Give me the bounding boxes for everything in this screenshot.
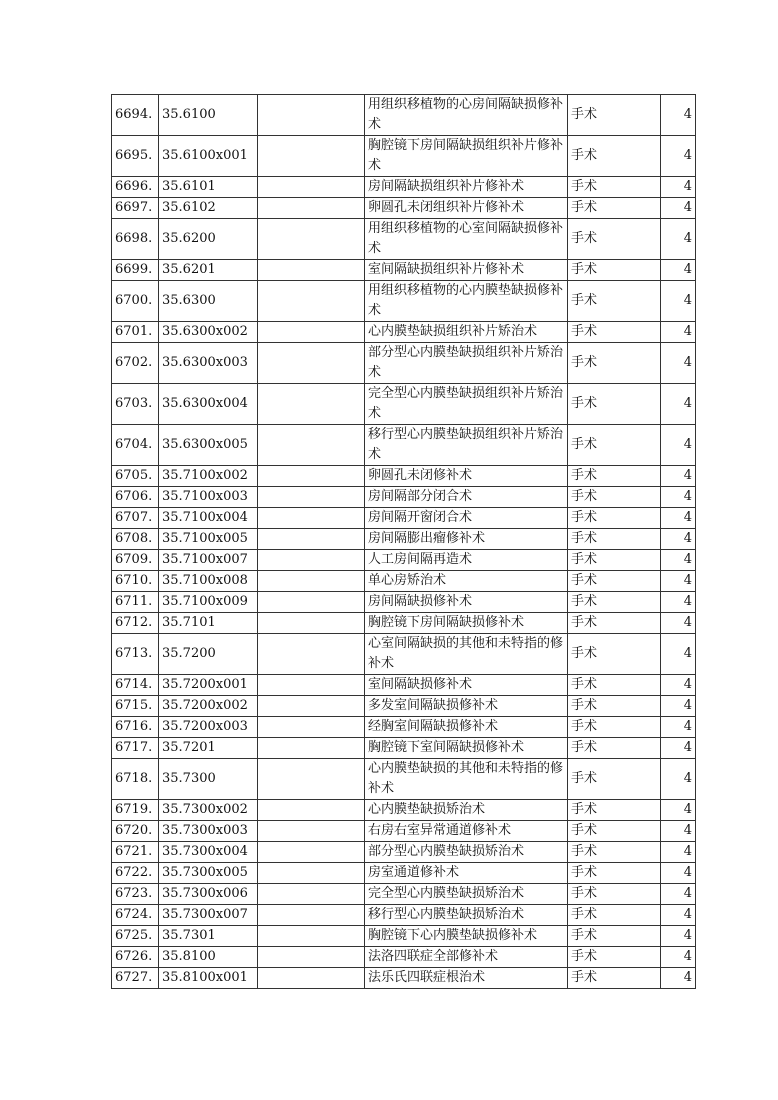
table-row <box>112 466 696 487</box>
procedure-code-cell: 35.7101 <box>159 613 258 634</box>
category-cell: 手术 <box>568 322 661 343</box>
procedure-code-cell: 35.7300x006 <box>159 884 258 905</box>
row-number-cell: 6695. <box>112 136 159 177</box>
procedure-name-cell: 右房右室异常通道修补术 <box>365 821 568 842</box>
level-cell: 4 <box>661 634 696 675</box>
empty-cell <box>258 926 365 947</box>
level-cell: 4 <box>661 95 696 136</box>
category-cell: 手术 <box>568 425 661 466</box>
category-cell: 手术 <box>568 863 661 884</box>
empty-cell <box>258 529 365 550</box>
level-cell: 4 <box>661 884 696 905</box>
procedure-code-cell: 35.7100x002 <box>159 466 258 487</box>
category-cell: 手术 <box>568 219 661 260</box>
row-number-cell: 6707. <box>112 508 159 529</box>
procedure-name-cell: 心内膜垫缺损组织补片矫治术 <box>365 322 568 343</box>
level-cell: 4 <box>661 821 696 842</box>
category-cell: 手术 <box>568 947 661 968</box>
level-cell: 4 <box>661 696 696 717</box>
empty-cell <box>258 905 365 926</box>
category-cell: 手术 <box>568 198 661 219</box>
procedure-name-cell: 经胸室间隔缺损修补术 <box>365 717 568 738</box>
level-cell: 4 <box>661 759 696 800</box>
level-cell: 4 <box>661 905 696 926</box>
level-cell: 4 <box>661 198 696 219</box>
empty-cell <box>258 842 365 863</box>
empty-cell <box>258 95 365 136</box>
procedure-code-cell: 35.7300x004 <box>159 842 258 863</box>
table-row <box>112 343 696 384</box>
procedure-code-cell: 35.6300x005 <box>159 425 258 466</box>
row-number-cell: 6714. <box>112 675 159 696</box>
procedure-code-cell: 35.7301 <box>159 926 258 947</box>
row-number-cell: 6717. <box>112 738 159 759</box>
procedure-name-cell: 房间隔缺损组织补片修补术 <box>365 177 568 198</box>
procedure-name-cell: 法洛四联症全部修补术 <box>365 947 568 968</box>
empty-cell <box>258 884 365 905</box>
level-cell: 4 <box>661 136 696 177</box>
level-cell: 4 <box>661 863 696 884</box>
empty-cell <box>258 863 365 884</box>
empty-cell <box>258 550 365 571</box>
row-number-cell: 6699. <box>112 260 159 281</box>
category-cell: 手术 <box>568 281 661 322</box>
procedure-code-cell: 35.6300 <box>159 281 258 322</box>
level-cell: 4 <box>661 571 696 592</box>
table-row <box>112 550 696 571</box>
procedure-name-cell: 用组织移植物的心室间隔缺损修补术 <box>365 219 568 260</box>
procedure-name-cell: 卵圆孔未闭修补术 <box>365 466 568 487</box>
table-row <box>112 571 696 592</box>
category-cell: 手术 <box>568 466 661 487</box>
table-row <box>112 675 696 696</box>
table-row <box>112 136 696 177</box>
level-cell: 4 <box>661 219 696 260</box>
table-row <box>112 322 696 343</box>
row-number-cell: 6712. <box>112 613 159 634</box>
procedure-code-cell: 35.7200x001 <box>159 675 258 696</box>
category-cell: 手术 <box>568 905 661 926</box>
procedure-code-cell: 35.8100 <box>159 947 258 968</box>
table-row <box>112 884 696 905</box>
level-cell: 4 <box>661 384 696 425</box>
category-cell: 手术 <box>568 136 661 177</box>
empty-cell <box>258 198 365 219</box>
row-number-cell: 6704. <box>112 425 159 466</box>
empty-cell <box>258 384 365 425</box>
procedure-name-cell: 多发室间隔缺损修补术 <box>365 696 568 717</box>
empty-cell <box>258 759 365 800</box>
table-row <box>112 696 696 717</box>
procedure-name-cell: 胸腔镜下房间隔缺损组织补片修补术 <box>365 136 568 177</box>
empty-cell <box>258 177 365 198</box>
table-row <box>112 717 696 738</box>
procedure-name-cell: 单心房矫治术 <box>365 571 568 592</box>
table-row <box>112 821 696 842</box>
row-number-cell: 6708. <box>112 529 159 550</box>
table-row <box>112 905 696 926</box>
procedure-code-cell: 35.7300x005 <box>159 863 258 884</box>
level-cell: 4 <box>661 466 696 487</box>
procedure-code-cell: 35.6101 <box>159 177 258 198</box>
empty-cell <box>258 343 365 384</box>
level-cell: 4 <box>661 738 696 759</box>
level-cell: 4 <box>661 592 696 613</box>
row-number-cell: 6703. <box>112 384 159 425</box>
procedure-name-cell: 室间隔缺损修补术 <box>365 675 568 696</box>
procedure-code-cell: 35.7300x003 <box>159 821 258 842</box>
category-cell: 手术 <box>568 177 661 198</box>
table-row <box>112 384 696 425</box>
level-cell: 4 <box>661 425 696 466</box>
level-cell: 4 <box>661 177 696 198</box>
level-cell: 4 <box>661 281 696 322</box>
category-cell: 手术 <box>568 738 661 759</box>
procedure-code-table <box>111 94 696 989</box>
table-row <box>112 800 696 821</box>
table-row <box>112 487 696 508</box>
procedure-name-cell: 心室间隔缺损的其他和未特指的修补术 <box>365 634 568 675</box>
row-number-cell: 6700. <box>112 281 159 322</box>
procedure-name-cell: 完全型心内膜垫缺损组织补片矫治术 <box>365 384 568 425</box>
empty-cell <box>258 571 365 592</box>
procedure-name-cell: 房间隔部分闭合术 <box>365 487 568 508</box>
empty-cell <box>258 821 365 842</box>
level-cell: 4 <box>661 260 696 281</box>
level-cell: 4 <box>661 842 696 863</box>
procedure-code-cell: 35.7300x002 <box>159 800 258 821</box>
row-number-cell: 6721. <box>112 842 159 863</box>
row-number-cell: 6701. <box>112 322 159 343</box>
table-row <box>112 613 696 634</box>
row-number-cell: 6716. <box>112 717 159 738</box>
table-row <box>112 592 696 613</box>
category-cell: 手术 <box>568 800 661 821</box>
procedure-code-cell: 35.7100x005 <box>159 529 258 550</box>
procedure-name-cell: 完全型心内膜垫缺损矫治术 <box>365 884 568 905</box>
empty-cell <box>258 466 365 487</box>
procedure-name-cell: 移行型心内膜垫缺损矫治术 <box>365 905 568 926</box>
row-number-cell: 6724. <box>112 905 159 926</box>
procedure-name-cell: 心内膜垫缺损的其他和未特指的修补术 <box>365 759 568 800</box>
row-number-cell: 6726. <box>112 947 159 968</box>
table-row <box>112 926 696 947</box>
procedure-code-cell: 35.7100x003 <box>159 487 258 508</box>
table-row <box>112 759 696 800</box>
empty-cell <box>258 717 365 738</box>
category-cell: 手术 <box>568 550 661 571</box>
empty-cell <box>258 675 365 696</box>
empty-cell <box>258 947 365 968</box>
row-number-cell: 6719. <box>112 800 159 821</box>
row-number-cell: 6694. <box>112 95 159 136</box>
procedure-name-cell: 房室通道修补术 <box>365 863 568 884</box>
category-cell: 手术 <box>568 884 661 905</box>
procedure-name-cell: 室间隔缺损组织补片修补术 <box>365 260 568 281</box>
level-cell: 4 <box>661 529 696 550</box>
row-number-cell: 6705. <box>112 466 159 487</box>
procedure-name-cell: 房间隔缺损修补术 <box>365 592 568 613</box>
procedure-name-cell: 人工房间隔再造术 <box>365 550 568 571</box>
table-row <box>112 842 696 863</box>
procedure-code-cell: 35.6200 <box>159 219 258 260</box>
procedure-code-cell: 35.6102 <box>159 198 258 219</box>
empty-cell <box>258 738 365 759</box>
category-cell: 手术 <box>568 571 661 592</box>
table-row <box>112 529 696 550</box>
row-number-cell: 6696. <box>112 177 159 198</box>
procedure-code-cell: 35.6300x003 <box>159 343 258 384</box>
procedure-code-cell: 35.7200 <box>159 634 258 675</box>
procedure-code-cell: 35.6100x001 <box>159 136 258 177</box>
row-number-cell: 6722. <box>112 863 159 884</box>
level-cell: 4 <box>661 508 696 529</box>
row-number-cell: 6725. <box>112 926 159 947</box>
procedure-code-cell: 35.7200x003 <box>159 717 258 738</box>
procedure-name-cell: 心内膜垫缺损矫治术 <box>365 800 568 821</box>
row-number-cell: 6713. <box>112 634 159 675</box>
procedure-name-cell: 卵圆孔未闭组织补片修补术 <box>365 198 568 219</box>
category-cell: 手术 <box>568 384 661 425</box>
table-row <box>112 425 696 466</box>
procedure-code-cell: 35.7100x004 <box>159 508 258 529</box>
empty-cell <box>258 800 365 821</box>
row-number-cell: 6718. <box>112 759 159 800</box>
row-number-cell: 6698. <box>112 219 159 260</box>
table-row <box>112 947 696 968</box>
category-cell: 手术 <box>568 842 661 863</box>
row-number-cell: 6709. <box>112 550 159 571</box>
level-cell: 4 <box>661 947 696 968</box>
empty-cell <box>258 487 365 508</box>
table-row <box>112 177 696 198</box>
level-cell: 4 <box>661 343 696 384</box>
table-row <box>112 198 696 219</box>
procedure-code-cell: 35.7100x007 <box>159 550 258 571</box>
level-cell: 4 <box>661 613 696 634</box>
procedure-name-cell: 用组织移植物的心内膜垫缺损修补术 <box>365 281 568 322</box>
procedure-name-cell: 法乐氏四联症根治术 <box>365 968 568 989</box>
empty-cell <box>258 281 365 322</box>
row-number-cell: 6727. <box>112 968 159 989</box>
table-row <box>112 634 696 675</box>
empty-cell <box>258 219 365 260</box>
category-cell: 手术 <box>568 675 661 696</box>
empty-cell <box>258 322 365 343</box>
row-number-cell: 6702. <box>112 343 159 384</box>
empty-cell <box>258 260 365 281</box>
procedure-name-cell: 移行型心内膜垫缺损组织补片矫治术 <box>365 425 568 466</box>
row-number-cell: 6720. <box>112 821 159 842</box>
category-cell: 手术 <box>568 529 661 550</box>
category-cell: 手术 <box>568 508 661 529</box>
row-number-cell: 6706. <box>112 487 159 508</box>
category-cell: 手术 <box>568 613 661 634</box>
procedure-name-cell: 房间隔膨出瘤修补术 <box>365 529 568 550</box>
table-row <box>112 508 696 529</box>
category-cell: 手术 <box>568 343 661 384</box>
table-row <box>112 95 696 136</box>
table-row <box>112 968 696 989</box>
level-cell: 4 <box>661 926 696 947</box>
category-cell: 手术 <box>568 759 661 800</box>
procedure-code-cell: 35.6100 <box>159 95 258 136</box>
category-cell: 手术 <box>568 926 661 947</box>
procedure-name-cell: 部分型心内膜垫缺损组织补片矫治术 <box>365 343 568 384</box>
procedure-name-cell: 胸腔镜下心内膜垫缺损修补术 <box>365 926 568 947</box>
category-cell: 手术 <box>568 592 661 613</box>
category-cell: 手术 <box>568 717 661 738</box>
row-number-cell: 6723. <box>112 884 159 905</box>
table-row <box>112 281 696 322</box>
procedure-name-cell: 胸腔镜下房间隔缺损修补术 <box>365 613 568 634</box>
level-cell: 4 <box>661 800 696 821</box>
category-cell: 手术 <box>568 260 661 281</box>
table-body <box>112 95 696 989</box>
empty-cell <box>258 425 365 466</box>
empty-cell <box>258 136 365 177</box>
level-cell: 4 <box>661 717 696 738</box>
empty-cell <box>258 592 365 613</box>
level-cell: 4 <box>661 550 696 571</box>
row-number-cell: 6711. <box>112 592 159 613</box>
table-row <box>112 863 696 884</box>
procedure-code-cell: 35.7100x008 <box>159 571 258 592</box>
procedure-code-cell: 35.7300x007 <box>159 905 258 926</box>
procedure-name-cell: 房间隔开窗闭合术 <box>365 508 568 529</box>
row-number-cell: 6697. <box>112 198 159 219</box>
level-cell: 4 <box>661 322 696 343</box>
empty-cell <box>258 508 365 529</box>
category-cell: 手术 <box>568 821 661 842</box>
level-cell: 4 <box>661 487 696 508</box>
empty-cell <box>258 634 365 675</box>
procedure-code-cell: 35.6201 <box>159 260 258 281</box>
table-row <box>112 260 696 281</box>
table-row <box>112 738 696 759</box>
table-row <box>112 219 696 260</box>
category-cell: 手术 <box>568 634 661 675</box>
empty-cell <box>258 968 365 989</box>
procedure-code-cell: 35.7100x009 <box>159 592 258 613</box>
row-number-cell: 6715. <box>112 696 159 717</box>
procedure-name-cell: 部分型心内膜垫缺损矫治术 <box>365 842 568 863</box>
category-cell: 手术 <box>568 95 661 136</box>
category-cell: 手术 <box>568 487 661 508</box>
procedure-code-cell: 35.7300 <box>159 759 258 800</box>
category-cell: 手术 <box>568 968 661 989</box>
empty-cell <box>258 696 365 717</box>
procedure-code-cell: 35.7201 <box>159 738 258 759</box>
procedure-name-cell: 用组织移植物的心房间隔缺损修补术 <box>365 95 568 136</box>
level-cell: 4 <box>661 968 696 989</box>
procedure-name-cell: 胸腔镜下室间隔缺损修补术 <box>365 738 568 759</box>
empty-cell <box>258 613 365 634</box>
procedure-code-cell: 35.6300x004 <box>159 384 258 425</box>
procedure-code-cell: 35.6300x002 <box>159 322 258 343</box>
category-cell: 手术 <box>568 696 661 717</box>
procedure-code-cell: 35.8100x001 <box>159 968 258 989</box>
row-number-cell: 6710. <box>112 571 159 592</box>
level-cell: 4 <box>661 675 696 696</box>
procedure-code-cell: 35.7200x002 <box>159 696 258 717</box>
